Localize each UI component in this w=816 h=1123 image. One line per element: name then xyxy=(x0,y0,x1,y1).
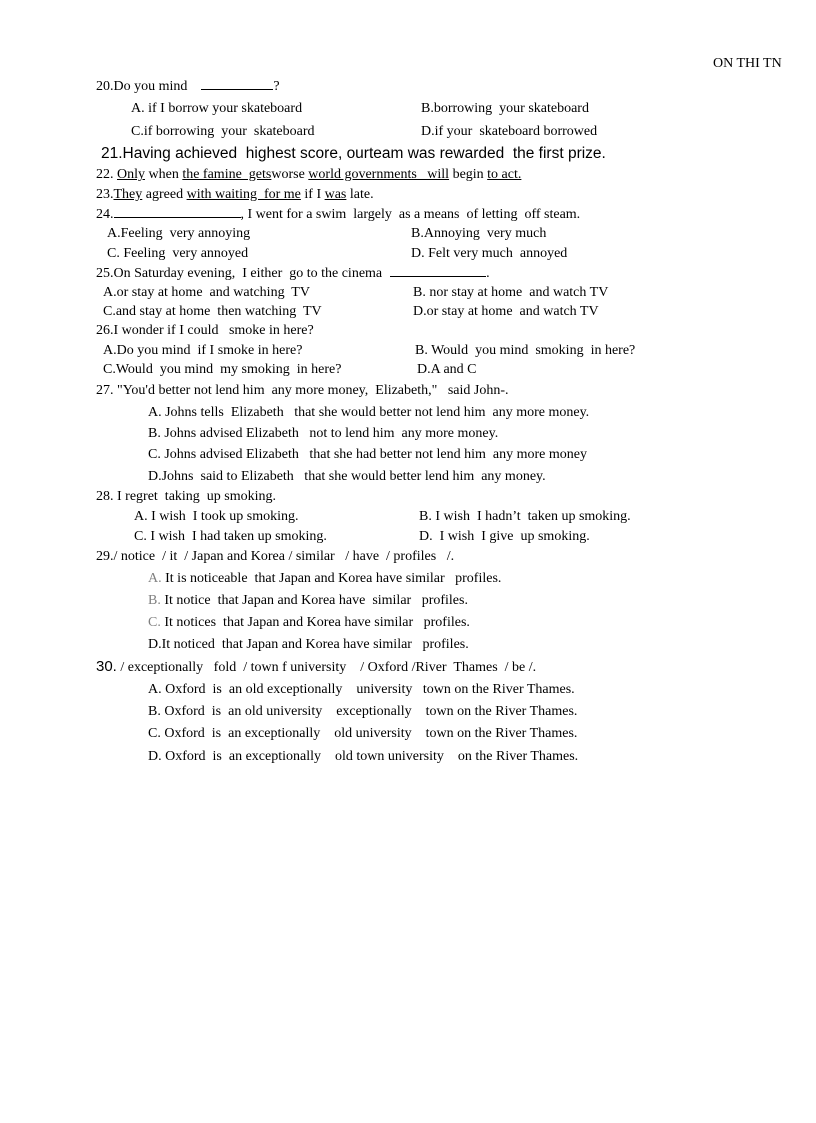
question-number: 22. xyxy=(96,167,117,182)
option-d: D.or stay at home and watch TV xyxy=(413,304,599,319)
question-27-stem: 27. "You'd better not lend him any more money, Elizabeth," said John-. xyxy=(96,383,509,398)
question-text: if I xyxy=(300,187,325,202)
underlined-part: with waiting for me xyxy=(186,187,301,202)
question-text: late. xyxy=(346,187,374,202)
option-b: B. I wish I hadn’t taken up smoking. xyxy=(419,509,631,524)
question-text: , I went for a swim largely as a means of letting off steam. xyxy=(240,207,581,222)
question-text: worse xyxy=(271,167,309,182)
underlined-part: world governments will xyxy=(308,167,450,182)
underlined-part: They xyxy=(113,187,143,202)
question-23 xyxy=(96,186,374,204)
question-text: 25.On Saturday evening, I either go to the cinema xyxy=(96,266,383,281)
option-letter: B. xyxy=(148,593,161,608)
option-text: It notice that Japan and Korea have similar profiles. xyxy=(160,593,468,608)
underlined-part: Only xyxy=(117,167,145,182)
question-text: begin xyxy=(449,167,488,182)
question-end: . xyxy=(486,266,490,281)
option-a: A. I wish I took up smoking. xyxy=(134,509,299,524)
option-b: B. nor stay at home and watch TV xyxy=(413,285,609,300)
option-d: D.A and C xyxy=(417,362,477,377)
option-letter: A. xyxy=(148,571,162,586)
option-d: D.if your skateboard borrowed xyxy=(421,124,598,139)
question-29-stem: 29./ notice / it / Japan and Korea / similar / have / profiles /. xyxy=(96,549,455,564)
option-b: B. Would you mind smoking in here? xyxy=(415,343,636,358)
option-a: A. Johns tells Elizabeth that she would better not lend him any more money. xyxy=(148,405,590,420)
option-b: B.Annoying very much xyxy=(411,226,547,241)
underlined-part: the famine gets xyxy=(182,167,272,182)
option-c: C.if borrowing your skateboard xyxy=(131,124,315,139)
option-text: It is noticeable that Japan and Korea have similar profiles. xyxy=(161,571,502,586)
option-b xyxy=(148,592,468,610)
option-text: It notices that Japan and Korea have similar profiles. xyxy=(160,615,470,630)
question-26-stem: 26.I wonder if I could smoke in here? xyxy=(96,323,314,338)
question-28-stem: 28. I regret taking up smoking. xyxy=(96,489,277,504)
question-number: 30. xyxy=(96,658,117,675)
question-20-stem xyxy=(96,77,280,96)
question-text: when xyxy=(145,167,183,182)
question-text: agreed xyxy=(142,187,187,202)
option-c xyxy=(148,614,470,632)
underlined-part: to act. xyxy=(487,167,522,182)
option-a: A. Oxford is an old exceptionally university town on the River Thames. xyxy=(148,682,575,697)
option-c: C. I wish I had taken up smoking. xyxy=(134,529,327,544)
option-b: B.borrowing your skateboard xyxy=(421,101,589,116)
question-number: 23. xyxy=(96,187,114,202)
option-c: C. Oxford is an exceptionally old university town on the River Thames. xyxy=(148,726,578,741)
answer-blank xyxy=(201,77,273,90)
page-header: ON THI TN xyxy=(713,56,782,71)
option-a: A.or stay at home and watching TV xyxy=(103,285,310,300)
option-letter: C. xyxy=(148,615,161,630)
option-b: B. Johns advised Elizabeth not to lend him any more money. xyxy=(148,426,499,441)
option-d: D.Johns said to Elizabeth that she would better lend him any money. xyxy=(148,469,546,484)
option-a xyxy=(148,570,501,588)
answer-blank xyxy=(390,264,486,277)
question-24-stem xyxy=(96,205,580,224)
question-text: / exceptionally fold / town f university / Oxford /River Thames / be /. xyxy=(116,660,537,675)
question-21: 21.Having achieved highest score, ourteam was rewarded the first prize. xyxy=(101,145,606,162)
option-d: D. Oxford is an exceptionally old town university on the River Thames. xyxy=(148,749,579,764)
option-b: B. Oxford is an old university exceptionally town on the River Thames. xyxy=(148,704,578,719)
answer-blank xyxy=(114,205,241,218)
option-d: D. I wish I give up smoking. xyxy=(419,529,590,544)
option-a: A. if I borrow your skateboard xyxy=(131,101,303,116)
option-a: A.Do you mind if I smoke in here? xyxy=(103,343,303,358)
option-c: C. Johns advised Elizabeth that she had better not lend him any more money xyxy=(148,447,587,462)
question-22 xyxy=(96,166,521,184)
option-c: C. Feeling very annoyed xyxy=(107,246,249,261)
option-d: D.It noticed that Japan and Korea have similar profiles. xyxy=(148,637,469,652)
question-20-text: 20.Do you mind xyxy=(96,79,188,94)
question-30-stem xyxy=(96,658,536,677)
question-25-stem xyxy=(96,264,490,283)
underlined-part: was xyxy=(324,187,347,202)
question-number: 24. xyxy=(96,207,114,222)
option-d: D. Felt very much annoyed xyxy=(411,246,568,261)
question-20-end: ? xyxy=(273,79,280,94)
option-c: C.and stay at home then watching TV xyxy=(103,304,322,319)
option-a: A.Feeling very annoying xyxy=(107,226,251,241)
option-c: C.Would you mind my smoking in here? xyxy=(103,362,342,377)
